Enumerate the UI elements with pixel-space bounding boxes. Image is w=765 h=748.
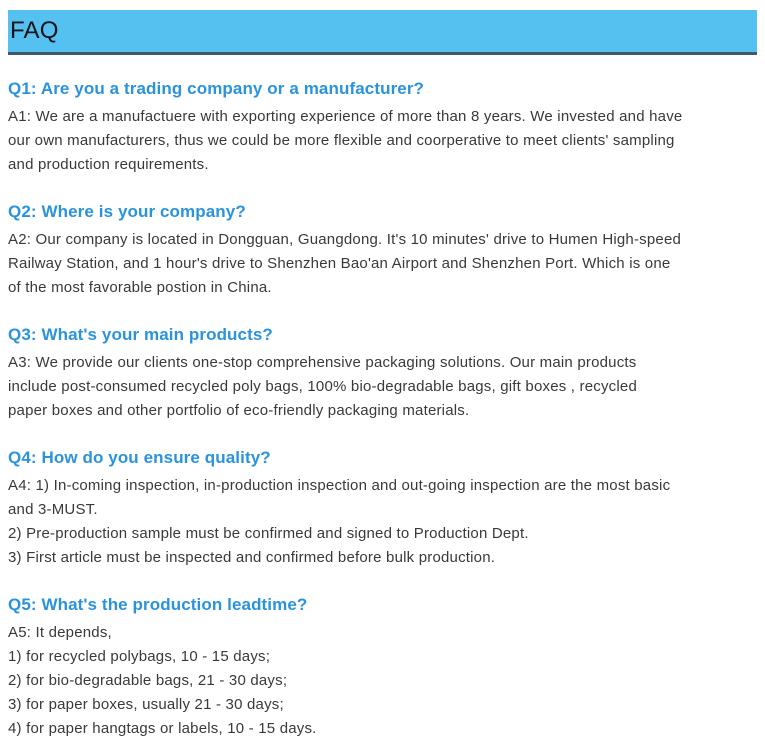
faq-question-heading: Q1: Are you a trading company or a manufacturer?: [8, 79, 425, 98]
faq-answer-line: our own manufacturers, thus we could be more flexible and coorperative to meet clients' sampling: [8, 132, 675, 149]
faq-section: [8, 447, 757, 570]
faq-answer-line: Railway Station, and 1 hour's drive to Shenzhen Bao'an Airport and Shenzhen Port. Which is one: [8, 255, 671, 272]
faq-answer-line: 2) Pre-production sample must be confirmed and signed to Production Dept.: [8, 525, 529, 542]
faq-header: [8, 10, 757, 55]
faq-section: [8, 78, 757, 177]
faq-answer: [8, 228, 757, 300]
faq-section: [8, 201, 757, 300]
faq-answer-line: of the most favorable postion in China.: [8, 279, 272, 296]
faq-answer-line: 2) for bio-degradable bags, 21 - 30 days;: [8, 672, 288, 689]
faq-answer-line: 1) for recycled polybags, 10 - 15 days;: [8, 648, 271, 665]
faq-answer: [8, 621, 757, 741]
faq-answer-line: A1: We are a manufactuere with exporting experience of more than 8 years. We invested and have: [8, 108, 683, 125]
faq-section: [8, 594, 757, 741]
faq-answer-line: A2: Our company is located in Dongguan, Guangdong. It's 10 minutes' drive to Humen High-speed: [8, 231, 682, 248]
faq-question-heading: Q2: Where is your company?: [8, 202, 246, 221]
faq-answer: [8, 474, 757, 570]
faq-answer-line: 3) for paper boxes, usually 21 - 30 days;: [8, 696, 284, 713]
faq-answer-line: 3) First article must be inspected and confirmed before bulk production.: [8, 549, 496, 566]
faq-answer: [8, 105, 757, 177]
faq-question-heading: Q5: What's the production leadtime?: [8, 595, 308, 614]
faq-answer-line: and production requirements.: [8, 156, 209, 173]
faq-question-heading: Q3: What's your main products?: [8, 325, 273, 344]
faq-answer-line: 4) for paper hangtags or labels, 10 - 15 days.: [8, 720, 317, 737]
faq-answer-line: paper boxes and other portfolio of eco-friendly packaging materials.: [8, 402, 470, 419]
faq-answer-line: and 3-MUST.: [8, 501, 98, 518]
faq-sections: [8, 78, 757, 741]
faq-section: [8, 324, 757, 423]
faq-header-title: FAQ: [10, 17, 59, 44]
faq-answer-line: A4: 1) In-coming inspection, in-production inspection and out-going inspection are the most basic: [8, 477, 671, 494]
faq-answer-line: A5: It depends,: [8, 624, 112, 641]
faq-answer-line: include post-consumed recycled poly bags, 100% bio-degradable bags, gift boxes , recycled: [8, 378, 637, 395]
faq-answer-line: A3: We provide our clients one-stop comprehensive packaging solutions. Our main products: [8, 354, 637, 371]
faq-answer: [8, 351, 757, 423]
faq-question-heading: Q4: How do you ensure quality?: [8, 448, 271, 467]
